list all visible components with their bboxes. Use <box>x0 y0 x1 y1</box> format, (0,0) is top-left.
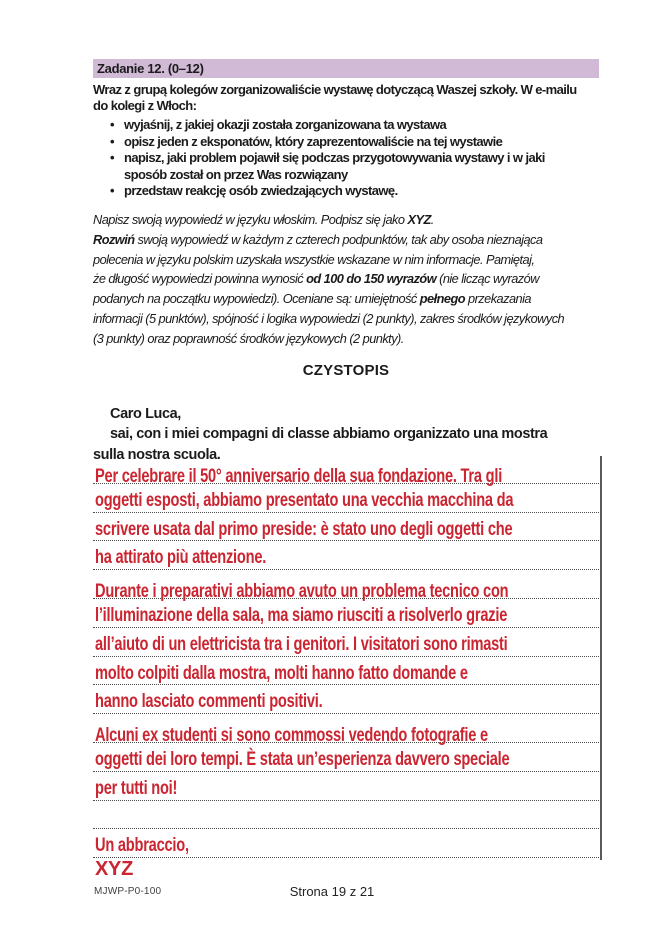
note-segment: polecenia w języku polskim uzyskała wszystkie wskazane w nim informacje. Pamiętaj, <box>93 251 535 267</box>
answer-line-text: hanno lasciato commenti positivi. <box>95 690 323 713</box>
note-line <box>93 230 599 250</box>
answer-area <box>93 455 599 858</box>
bullet-text <box>124 134 502 151</box>
answer-line <box>93 628 599 657</box>
answer-line-text: molto colpiti dalla mostra, molti hanno fatto domande e <box>95 661 468 684</box>
note-segment: od 100 do 150 wyrazów <box>306 271 437 287</box>
bullet-item <box>93 183 599 200</box>
note-line <box>93 269 599 289</box>
answer-line <box>93 484 599 513</box>
note-line <box>93 210 599 230</box>
footer-page-number: Strona 19 z 21 <box>289 884 375 899</box>
bullet-marker: • <box>110 133 114 149</box>
bullet-text <box>124 117 446 134</box>
note-segment: . <box>430 211 434 227</box>
answer-line <box>93 714 599 747</box>
bullet-line: wyjaśnij, z jakiej okazji została zorganizowana ta wystawa <box>124 117 447 132</box>
answer-line <box>93 657 599 686</box>
answer-line-text: scrivere usata dal primo preside: è stato uno degli oggetti che <box>95 517 513 540</box>
answer-margin-line <box>600 456 602 860</box>
answer-line-text: oggetti esposti, abbiamo presentato una vecchia macchina da <box>95 488 514 511</box>
answer-line-text: Un abbraccio, <box>95 834 189 857</box>
answer-line-text: ha attirato più attenzione. <box>95 546 267 569</box>
note-segment: podanych na początku wypowiedzi). Oceniane są: umiejętność <box>93 291 420 307</box>
bullet-line: przedstaw reakcję osób zwiedzających wystawę. <box>124 183 398 199</box>
answer-line-text: Alcuni ex studenti si sono commossi vedendo fotografie e <box>95 724 488 747</box>
answer-line <box>93 801 599 830</box>
answer-line-text: l’illuminazione della sala, ma siamo riusciti a risolverlo grazie <box>95 603 508 626</box>
task-bullets <box>93 117 599 200</box>
bullet-item <box>93 117 599 134</box>
note-segment: przekazania <box>465 291 531 307</box>
bullet-marker: • <box>110 117 114 132</box>
note-segment: Rozwiń <box>93 231 135 247</box>
answer-line-text: Durante i preparativi abbiamo avuto un problema tecnico con <box>95 580 509 603</box>
bullet-item <box>93 134 599 151</box>
answer-line <box>93 570 599 603</box>
answer-line <box>93 541 599 570</box>
answer-line <box>93 685 599 714</box>
note-segment: XYZ <box>407 211 431 227</box>
task-header <box>93 59 599 78</box>
answer-line-text: per tutti noi! <box>95 776 178 799</box>
footer-form-code: MJWP-P0-100 <box>94 886 162 897</box>
note-segment: pełnego <box>419 291 465 307</box>
bullet-line: napisz, jaki problem pojawił się podczas przygotowywania wystawy i w jaki <box>124 150 545 166</box>
answer-line <box>93 513 599 542</box>
answer-signature: XYZ <box>95 858 133 880</box>
note-segment: że długość wypowiedzi powinna wynosić <box>93 271 307 287</box>
answer-line <box>93 455 599 487</box>
letter-line: Caro Luca, <box>110 405 181 422</box>
bullet-text <box>124 183 398 200</box>
answer-line-text: Per celebrare il 50° anniversario della sua fondazione. Tra gli <box>95 465 503 487</box>
bullet-line: opisz jeden z eksponatów, który zaprezentowaliście na tej wystawie <box>124 133 503 149</box>
note-segment: (3 punkty) oraz poprawność środków językowych (2 punkty). <box>93 330 404 346</box>
task-intro <box>93 82 599 114</box>
bullet-marker: • <box>110 183 114 199</box>
task-header-label: Zadanie 12. (0–12) <box>97 61 204 76</box>
letter-line: sulla nostra scuola. <box>93 446 221 463</box>
bullet-line: sposób został on przez Was rozwiązany <box>124 166 348 182</box>
bullet-text <box>124 150 545 183</box>
bullet-marker: • <box>110 150 114 166</box>
task-note <box>93 210 599 349</box>
exam-content <box>93 59 599 465</box>
note-segment: informacji (5 punktów), spójność i logika wypowiedzi (2 punkty), zakres środków językowych <box>93 310 565 326</box>
intro-line: Wraz z grupą kolegów zorganizowaliście wystawę dotyczącą Waszej szkoły. W e-mailu <box>93 82 577 97</box>
letter-line: sai, con i miei compagni di classe abbiamo organizzato una mostra <box>110 426 548 443</box>
bullet-item <box>93 150 599 183</box>
answer-line <box>93 599 599 628</box>
note-segment: swoją wypowiedź w każdym z czterech podpunktów, tak aby osoba nieznająca <box>134 231 543 247</box>
note-segment: (nie licząc wyrazów <box>436 271 539 287</box>
answer-line <box>93 772 599 801</box>
answer-line-text: all’aiuto di un elettricista tra i genitori. I visitatori sono rimasti <box>95 632 508 655</box>
note-line <box>93 250 599 270</box>
answer-line <box>93 743 599 772</box>
note-segment: Napisz swoją wypowiedź w języku włoskim. Podpisz się jako <box>93 211 408 227</box>
intro-line: do kolegi z Włoch: <box>93 98 197 113</box>
answer-line-text: oggetti dei loro tempi. È stata un’esperienza davvero speciale <box>95 747 510 770</box>
note-line <box>93 309 599 329</box>
note-line <box>93 329 599 349</box>
answer-line <box>93 829 599 858</box>
section-title-czystopis: CZYSTOPIS <box>302 361 390 379</box>
note-line <box>93 289 599 309</box>
